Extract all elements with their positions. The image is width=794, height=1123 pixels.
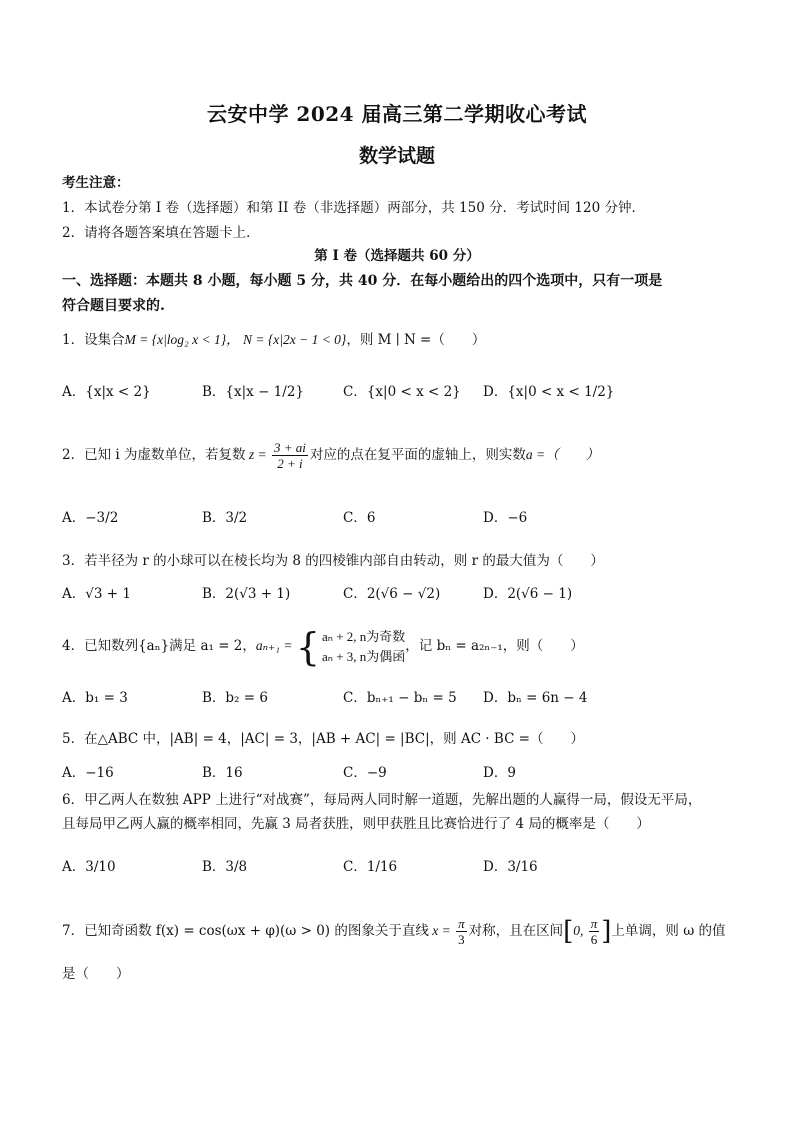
question-2-option-a: A．−3/2 [62, 510, 119, 526]
question-2-fraction: $\frac{3 + ai}{2 + i}$ [274, 440, 306, 471]
question-6-option-c: C．1/16 [343, 859, 398, 875]
question-2-option-b: B．3/2 [202, 510, 248, 526]
question-3-option-c: C．2(√6 − √2) [343, 586, 441, 602]
question-1-option-c: C．{x|0 < x < 2} [343, 384, 461, 400]
question-1-stem: 1．设集合M = {x|log₂ x < 1}， N = {x|2x − 1 < 0}，则 M ∣ N =（ ） [62, 332, 486, 348]
question-1-option-a: A．{x|x < 2} [62, 384, 151, 400]
exam-subtitle: 数学试题 [358, 145, 435, 167]
notice-item-1: 1．本试卷分第 I 卷（选择题）和第 II 卷（非选择题）两部分，共 150 分．考试时间 120 分钟． [62, 200, 645, 216]
notice-heading: 考生注意： [62, 175, 130, 191]
question-7-stem-line1: 7．已知奇函数 f(x) = cos(ωx + φ)(ω > 0) 的图象关于直线 x = $\frac{\pi}{3}$ 对称，且在区间[0, $\frac{\pi}{6}$ ]上单调，则 ω 的值 [62, 916, 726, 947]
notice-item-2: 2．请将各题答案填在答题卡上． [62, 225, 260, 241]
question-3-stem: 3．若半径为 r 的小球可以在棱长均为 8 的四棱锥内部自由转动，则 r 的最大值为（ ） [62, 553, 604, 569]
question-2-stem: 2．已知 i 为虚数单位，若复数 z = $\frac{3 + ai}{2 + i}$ 对应的点在复平面的虚轴上，则实数a =（ ） [62, 440, 600, 471]
question-6-option-b: B．3/8 [202, 859, 248, 875]
exam-title: 云安中学 2024 届高三第二学期收心考试 [206, 102, 588, 126]
question-4-option-d: D．bₙ = 6n − 4 [483, 690, 588, 706]
question-5-option-b: B．16 [202, 765, 243, 781]
question-4-option-b: B．b₂ = 6 [202, 690, 268, 706]
question-5-option-a: A．−16 [62, 765, 114, 781]
question-6-stem-line1: 6．甲乙两人在数独 APP 上进行“对战赛”，每局两人同时解一道题，先解出题的人赢得一局，假设无平局， [62, 792, 702, 808]
question-5-option-d: D．9 [483, 765, 516, 781]
question-5-option-c: C．−9 [343, 765, 387, 781]
question-3-option-d: D．2(√6 − 1) [483, 586, 573, 602]
question-7-stem-line2: 是（ ） [62, 966, 130, 982]
question-4-option-a: A．b₁ = 3 [62, 690, 128, 706]
question-6-option-d: D．3/16 [483, 859, 538, 875]
question-7-fraction-pi-3: $\frac{\pi}{3}$ [458, 916, 465, 947]
question-1-math: M = {x|log₂ x < 1}， N = {x|2x − 1 < 0} [124, 332, 347, 347]
question-6-option-a: A．3/10 [62, 859, 116, 875]
question-5-stem: 5．在△ABC 中，|AB| = 4，|AC| = 3，|AB + AC| = |BC|，则 AC · BC =（ ） [62, 731, 584, 747]
question-1-option-d: D．{x|0 < x < 1/2} [483, 384, 615, 400]
question-4-cases: { aₙ + 2, n为奇数 aₙ + 3, n为偶函 [295, 624, 406, 669]
question-1-option-b: B．{x|x − 1/2} [202, 384, 304, 400]
question-6-stem-line2: 且每局甲乙两人赢的概率相同，先赢 3 局者获胜，则甲获胜且比赛恰进行了 4 局的概率是（ ） [62, 816, 650, 832]
section-instruction-line1: 一、选择题：本题共 8 小题，每小题 5 分，共 40 分．在每小题给出的四个选项中，只有一项是 [62, 273, 663, 289]
question-4-option-c: C．bₙ₊₁ − bₙ = 5 [343, 690, 457, 706]
question-2-option-c: C．6 [343, 510, 376, 526]
question-7-fraction-pi-6: $\frac{\pi}{6}$ [590, 916, 598, 947]
question-4-stem: 4．已知数列{aₙ}满足 a₁ = 2，aₙ₊₁ = { aₙ + 2, n为奇数 aₙ + 3, n为偶函 ，记 bₙ = a₂ₙ₋₁，则（ ） [62, 624, 584, 669]
question-2-option-d: D．−6 [483, 510, 528, 526]
section-instruction-line2: 符合题目要求的. [62, 298, 165, 314]
question-3-option-b: B．2(√3 + 1) [202, 586, 291, 602]
question-3-option-a: A．√3 + 1 [62, 586, 131, 602]
part1-heading: 第 I 卷（选择题共 60 分） [314, 248, 480, 264]
